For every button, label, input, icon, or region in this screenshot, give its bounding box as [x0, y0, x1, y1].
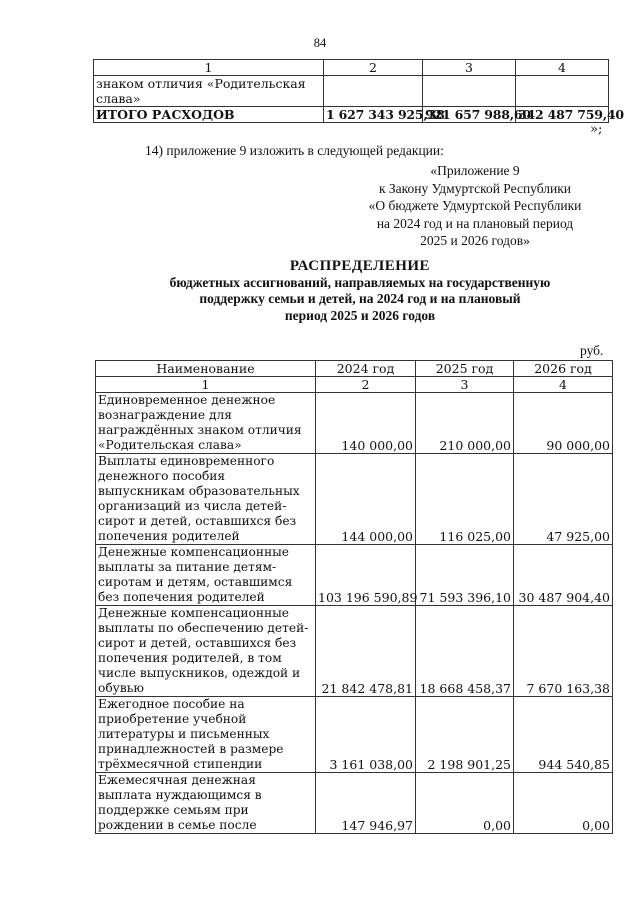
value-2024: 3 161 038,00 [316, 697, 416, 773]
table-header-row [96, 361, 613, 377]
row-name: Денежные компенсационные выплаты за питание детям-сиротам и детям, оставшимся без попечения родителей [96, 545, 316, 606]
total-row [94, 107, 609, 123]
table-row [96, 393, 613, 454]
value-2024: 140 000,00 [316, 393, 416, 454]
value-2026: 30 487 904,40 [514, 545, 613, 606]
value-2026: 90 000,00 [514, 393, 613, 454]
column-number: 4 [516, 60, 609, 76]
row-name: Выплаты единовременного денежного пособия выпускникам образовательных организаций из числа детей-сирот и детей, оставшихся без попечения родителей [96, 454, 316, 545]
table-row [96, 454, 613, 545]
total-2025: 921 657 988,60 [423, 107, 516, 123]
title-line: поддержку семьи и детей, на 2024 год и на плановый [199, 291, 521, 306]
table-header-row [94, 60, 609, 76]
units-label: руб. [580, 343, 604, 358]
column-number: 4 [514, 377, 613, 393]
appendix-line: 2025 и 2026 годов» [420, 233, 530, 248]
appendix-line: на 2024 год и на плановый период [376, 215, 574, 231]
previous-table-continuation [93, 59, 624, 123]
column-number: 2 [316, 377, 416, 393]
table-row [96, 773, 613, 834]
document-title [100, 258, 620, 324]
total-2024: 1 627 343 925,38 [324, 107, 423, 123]
table-row [96, 545, 613, 606]
appendix-line: «Приложение 9 [430, 163, 520, 178]
value-2024: 103 196 590,89 [316, 545, 416, 606]
column-number: 3 [423, 60, 516, 76]
column-number: 2 [324, 60, 423, 76]
row-name: Единовременное денежное вознаграждение для награждённых знаком отличия «Родительская слава» [96, 393, 316, 454]
appendix-header [330, 162, 620, 250]
title-line: период 2025 и 2026 годов [284, 307, 436, 323]
value-2024: 147 946,97 [316, 773, 416, 834]
table-row [96, 606, 613, 697]
value-2024: 144 000,00 [316, 454, 416, 545]
appendix-line: к Закону Удмуртской Республики [378, 180, 572, 196]
value-2026: 0,00 [514, 773, 613, 834]
row-name: знаком отличия «Родительская слава» [94, 76, 324, 107]
column-header-name: Наименование [96, 361, 316, 377]
value-2024: 21 842 478,81 [316, 606, 416, 697]
value-2025: 2 198 901,25 [416, 697, 514, 773]
value-2026: 7 670 163,38 [514, 606, 613, 697]
row-name: Ежемесячная денежная выплата нуждающимся в поддержке семьям при рождении в семье после [96, 773, 316, 834]
column-number: 1 [94, 60, 324, 76]
table-row [94, 76, 609, 107]
title-main: РАСПРЕДЕЛЕНИЕ [289, 258, 431, 274]
appendix-line: «О бюджете Удмуртской Республики [368, 198, 582, 213]
closing-quote: »; [590, 122, 603, 137]
column-header-2026: 2026 год [514, 361, 613, 377]
column-header-2025: 2025 год [416, 361, 514, 377]
row-name: Ежегодное пособие на приобретение учебной литературы и письменных принадлежностей в размере трёхмесячной стипендии [96, 697, 316, 773]
column-number-row [96, 377, 613, 393]
value-2026: 944 540,85 [514, 697, 613, 773]
table-row [96, 697, 613, 773]
title-line: бюджетных ассигнований, направляемых на государственную [169, 274, 551, 290]
value-2025: 116 025,00 [416, 454, 514, 545]
budget-table [95, 360, 613, 834]
column-number: 3 [416, 377, 514, 393]
value-2024 [324, 76, 423, 107]
value-2025 [423, 76, 516, 107]
value-2025: 18 668 458,37 [416, 606, 514, 697]
amendment-item: 14) приложение 9 изложить в следующей редакции: [145, 143, 444, 158]
column-header-2024: 2024 год [316, 361, 416, 377]
value-2026: 47 925,00 [514, 454, 613, 545]
value-2026 [516, 76, 609, 107]
value-2025: 0,00 [416, 773, 514, 834]
total-label: ИТОГО РАСХОДОВ [94, 107, 324, 123]
row-name: Денежные компенсационные выплаты по обеспечению детей-сирот и детей, оставшихся без попечения родителей, в том числе выпускников, одеждой и обувью [96, 606, 316, 697]
column-number: 1 [96, 377, 316, 393]
value-2025: 71 593 396,10 [416, 545, 514, 606]
value-2025: 210 000,00 [416, 393, 514, 454]
page-number: 84 [313, 36, 327, 50]
total-2026: 342 487 759,40 [516, 107, 609, 123]
